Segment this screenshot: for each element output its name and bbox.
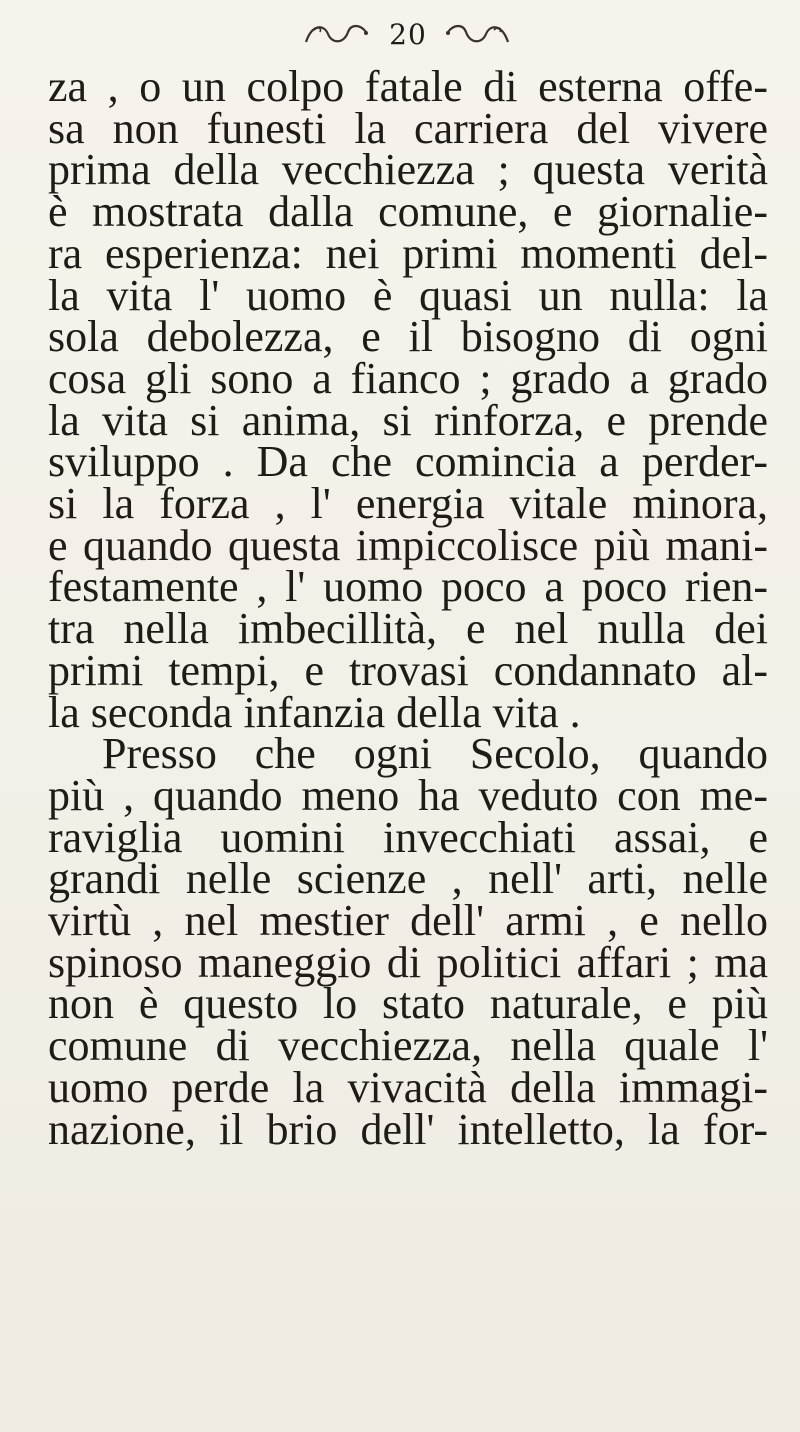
text-line: spinoso maneggio di politici affari ; ma — [48, 937, 768, 987]
text-line: più , quando meno ha veduto con me- — [48, 770, 768, 820]
text-line: la vita l' uomo è quasi un nulla: la — [48, 270, 768, 320]
text-line: comune di vecchiezza, nella quale l' — [48, 1021, 768, 1071]
text-line: prima della vecchiezza ; questa verità — [48, 145, 768, 195]
flourish-left-icon — [302, 20, 372, 50]
text-line: non è questo lo stato naturale, e più — [48, 979, 768, 1029]
text-line: raviglia uomini invecchiati assai, e — [48, 812, 768, 862]
text-line: za , o un colpo fatale di esterna offe- — [48, 62, 768, 111]
text-line: primi tempi, e trovasi condannato al- — [48, 645, 768, 695]
text-line: ra esperienza: nei primi momenti del- — [48, 228, 768, 278]
text-line: sola debolezza, e il bisogno di ogni — [48, 312, 768, 362]
body-text — [48, 62, 768, 1154]
flourish-right-icon — [442, 20, 512, 50]
text-line: Presso che ogni Secolo, quando — [102, 729, 768, 779]
text-line: uomo perde la vivacità della immagi- — [48, 1062, 768, 1112]
text-line: virtù , nel mestier dell' armi , e nello — [48, 896, 768, 946]
text-line: cosa gli sono a fianco ; grado a grado — [48, 353, 768, 403]
text-line: e quando questa impiccolisce più mani- — [48, 520, 768, 570]
text-line: si la forza , l' energia vitale minora, — [48, 479, 768, 529]
text-line: festamente , l' uomo poco a poco rien- — [48, 562, 768, 612]
text-line: sviluppo . Da che comincia a perder- — [48, 437, 768, 487]
text-line: è mostrata dalla comune, e giornalie- — [48, 187, 768, 237]
text-line: sa non funesti la carriera del vivere — [48, 103, 768, 153]
text-line: la vita si anima, si rinforza, e prende — [48, 395, 768, 445]
page-number: 20 — [389, 18, 427, 51]
text-line: tra nella imbecillità, e nel nulla dei — [48, 604, 768, 654]
text-line: nazione, il brio dell' intelletto, la for- — [48, 1104, 768, 1154]
text-line: la seconda infanzia della vita . — [48, 687, 581, 737]
text-line: grandi nelle scienze , nell' arti, nelle — [48, 854, 768, 904]
